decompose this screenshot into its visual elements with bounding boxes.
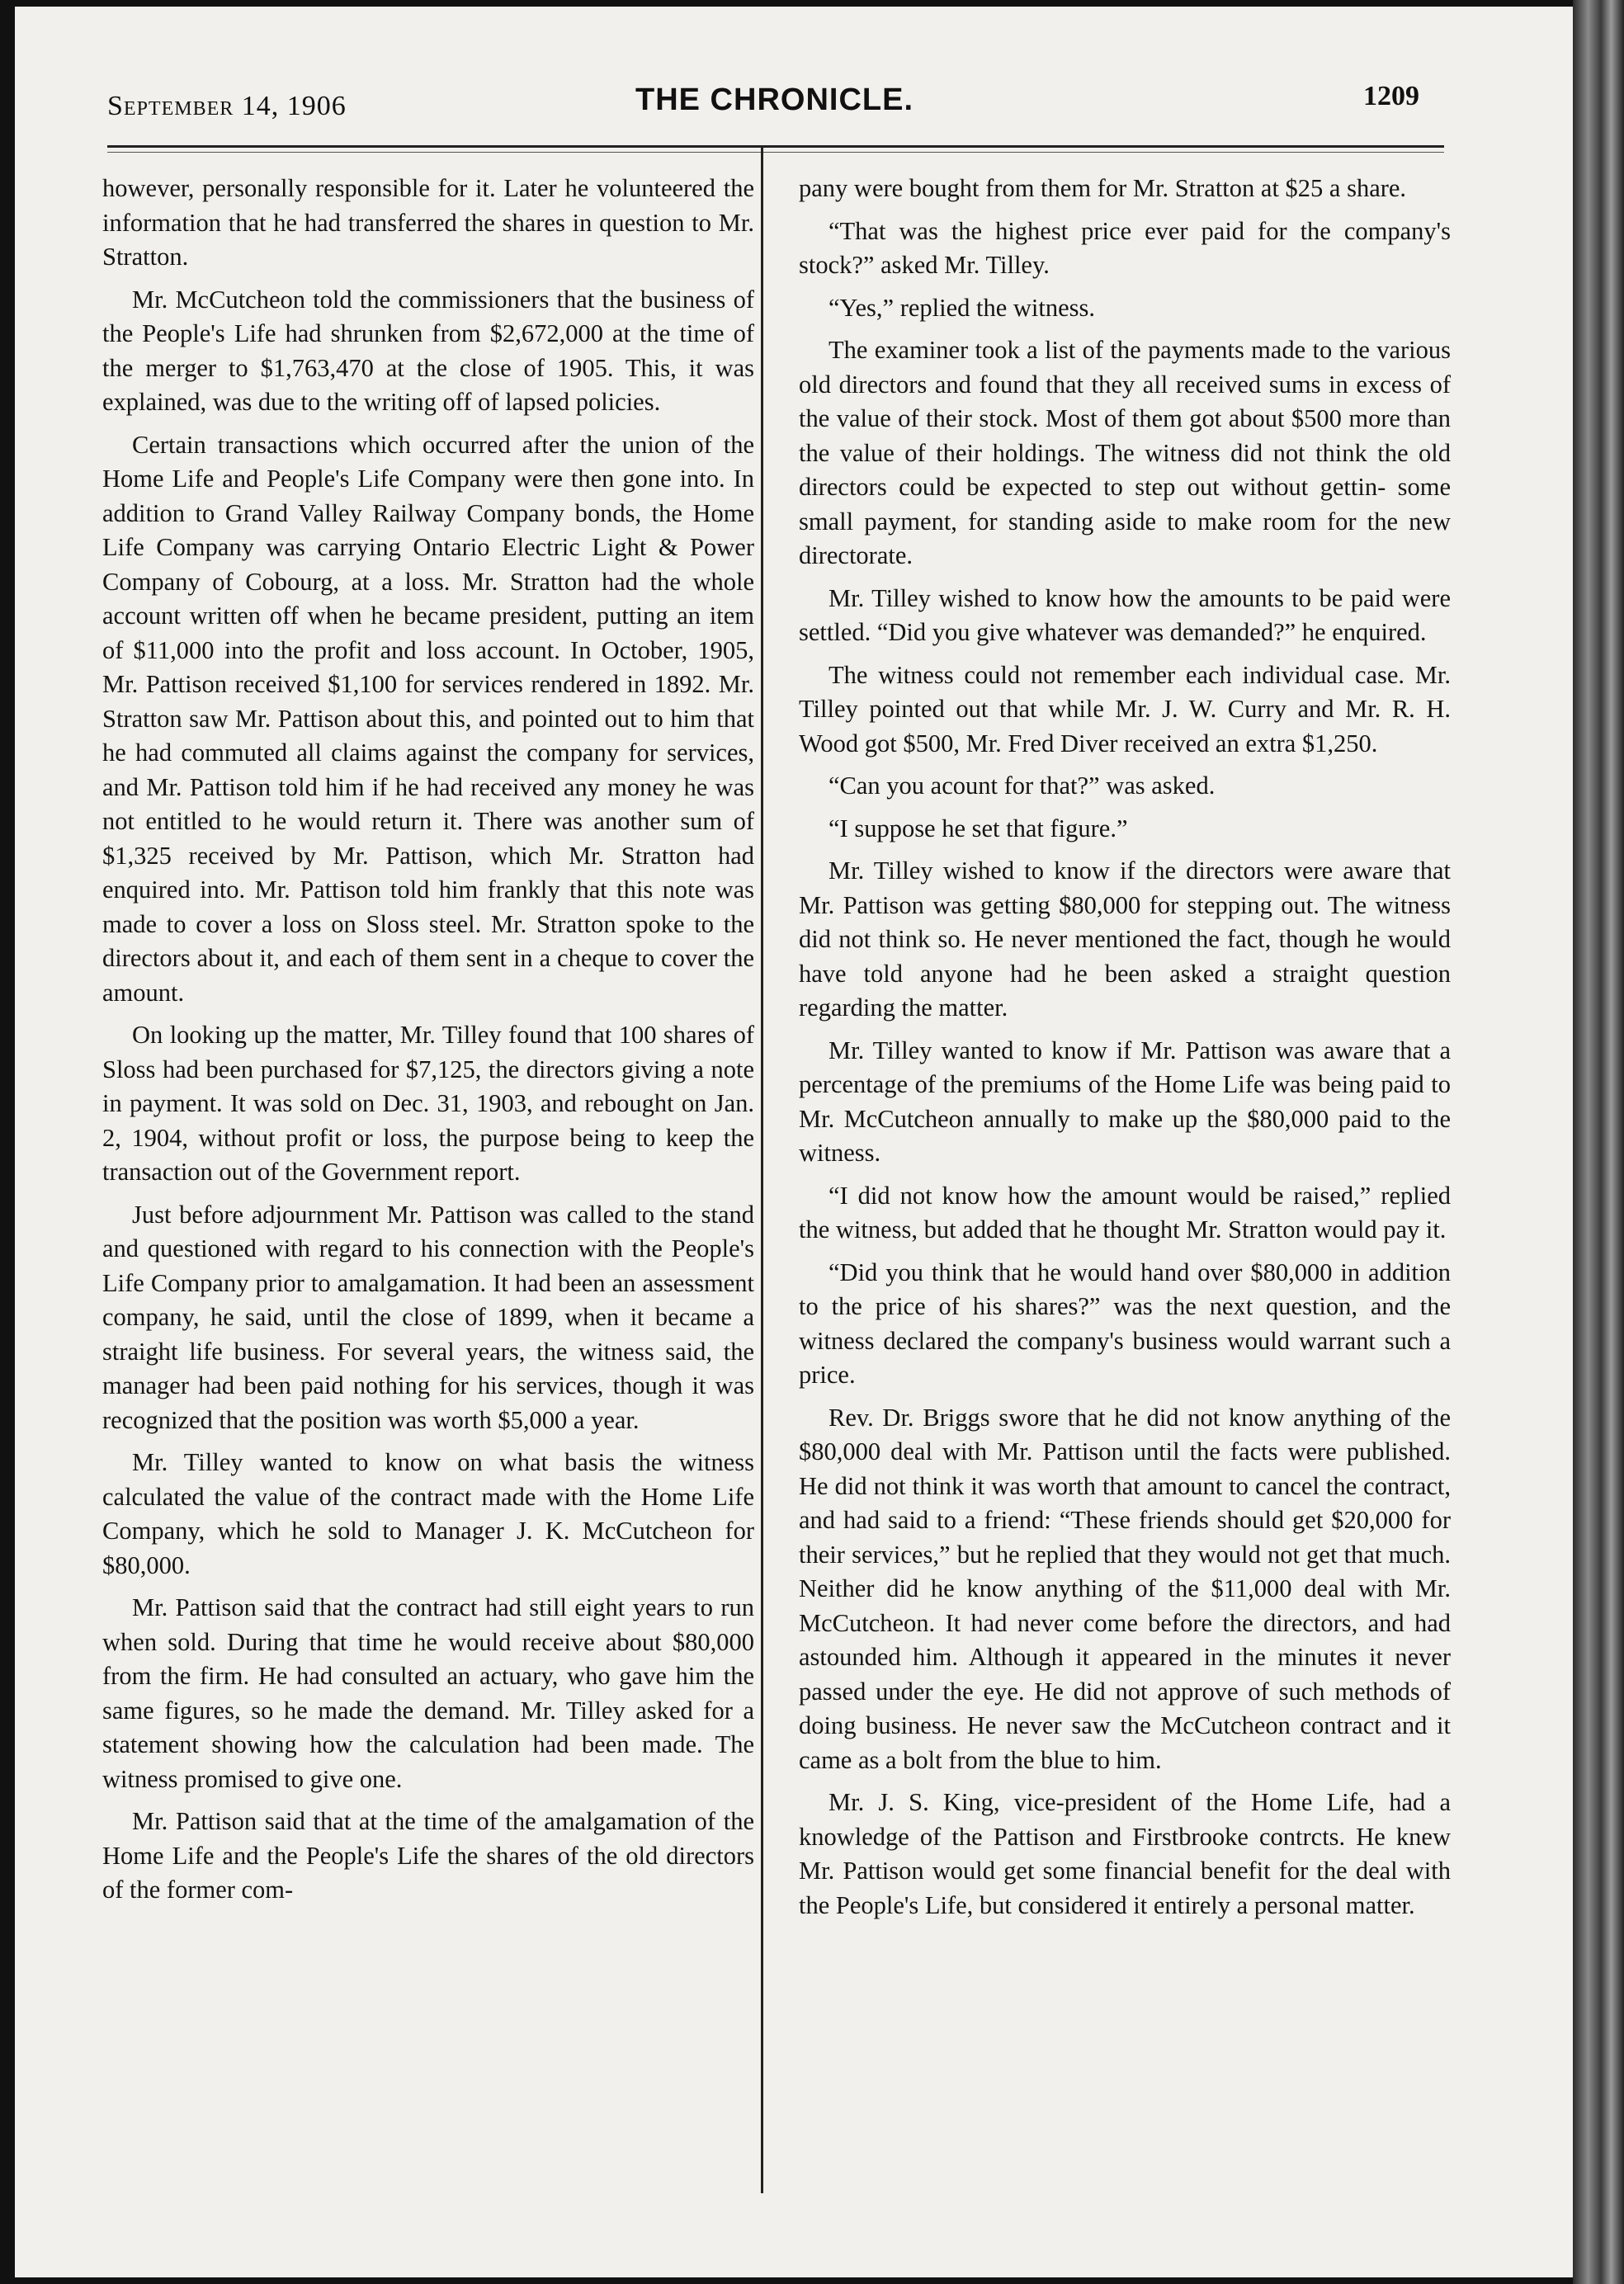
paragraph: “I did not know how the amount would be raised,” replied the witness, but added that he thought Mr. Stratton would pay it. xyxy=(799,1181,1451,1243)
paragraph: “Can you acount for that?” was asked. xyxy=(829,772,1216,800)
paragraph: “Did you think that he would hand over $80,000 in addition to the price of his shares?” was the next question, and the witness declared the company's business would warrant such a price. xyxy=(799,1258,1451,1389)
masthead xyxy=(91,81,1444,130)
paragraph: Mr. Tilley wished to know if the directors were aware that Mr. Pattison was getting $80,000 for stepping out. The witness did not think so. He never mentioned the fact, though he would have told anyone had he been asked a straight question regarding the matter. xyxy=(799,856,1451,1022)
page-number: 1209 xyxy=(1363,81,1419,111)
paragraph: Just before adjournment Mr. Pattison was called to the stand and questioned with regard to his connection with the People's Life Company prior to amalgamation. It had been an assessment company, he said, until the close of 1899, when it became a straight life business. For several years, the witness said, the manager had been paid nothing for his services, though it was recognized that the position was worth $5,000 a year. xyxy=(102,1200,754,1434)
paragraph: Mr. Tilley wanted to know if Mr. Pattison was aware that a percentage of the premiums of the Home Life was being paid to Mr. McCutcheon annually to make up the $80,000 paid to the witness. xyxy=(799,1036,1451,1167)
header-rule-thin xyxy=(107,152,1444,153)
newspaper-page xyxy=(15,7,1573,2277)
paragraph: Mr. Tilley wished to know how the amounts to be paid were settled. “Did you give whatever was demanded?” he enquired. xyxy=(799,583,1451,646)
paragraph: Mr. Pattison said that the contract had still eight years to run when sold. During that time he would receive about $80,000 from the firm. He had consulted an actuary, who gave him the same figures, so he made the demand. Mr. Tilley asked for a statement showing how the calculation had been made. The witness promised to give one. xyxy=(102,1593,754,1793)
paragraph: pany were bought from them for Mr. Stratton at $25 a share. xyxy=(799,174,1407,202)
left-column xyxy=(102,172,754,1916)
paragraph: Mr. Pattison said that at the time of the amalgamation of the Home Life and the People's Life the shares of the old directors of the former com- xyxy=(102,1807,754,1904)
paragraph: Certain transactions which occurred after the union of the Home Life and People's Life Company were then gone into. In addition to Grand Valley Railway Company bonds, the Home Life Company was carrying Ontario Electric Light & Power Company of Cobourg, at a loss. Mr. Stratton had the whole account written off when he became president, putting an item of $11,000 into the profit and loss account. In October, 1905, Mr. Pattison received $1,100 for services rendered in 1892. Mr. Stratton saw Mr. Pattison about this, and pointed out to him that he had commuted all claims against the company for services, and Mr. Pattison told him if he had received any money he was not entitled to he would return it. There was another sum of $1,325 received by Mr. Pattison, which Mr. Stratton had enquired into. Mr. Pattison told him frankly that this note was made to cover a loss on Sloss steel. Mr. Stratton spoke to the directors about it, and each of them sent in a cheque to cover the amount. xyxy=(102,430,754,1007)
binding-edge xyxy=(1573,0,1624,2284)
issue-date: September 14, 1906 xyxy=(107,91,347,121)
right-column xyxy=(799,172,1451,1931)
paragraph: Mr. Tilley wanted to know on what basis the witness calculated the value of the contract made with the Home Life Company, which he sold to Manager J. K. McCutcheon for $80,000. xyxy=(102,1448,754,1579)
paragraph: The examiner took a list of the payments made to the various old directors and found that they all received sums in excess of the value of their stock. Most of them got about $500 more than the value of their holdings. The witness did not think the old directors could be expected to step out without gettin- some small payment, for standing aside to make room for the new directorate. xyxy=(799,336,1451,569)
paragraph: The witness could not remember each individual case. Mr. Tilley pointed out that while Mr. J. W. Curry and Mr. R. H. Wood got $500, Mr. Fred Diver received an extra $1,250. xyxy=(799,660,1451,757)
paragraph: Mr. J. S. King, vice-president of the Home Life, had a knowledge of the Pattison and Firstbrooke contrcts. He knew Mr. Pattison would get some financial benefit for the deal with the People's Life, but considered it entirely a personal matter. xyxy=(799,1788,1451,1919)
paragraph: however, personally responsible for it. Later he volunteered the information that he had transferred the shares in question to Mr. Stratton. xyxy=(102,174,754,271)
header-rule xyxy=(107,145,1444,148)
paragraph: Rev. Dr. Briggs swore that he did not know anything of the $80,000 deal with Mr. Pattison until the facts were published. He did not think it was worth that amount to cancel the contract, and had said to a friend: “These friends should get $20,000 for their services,” but he replied that they would not get that much. Neither did he know anything of the $11,000 deal with Mr. McCutcheon. It had never come before the directors, and had astounded him. Although it appeared in the minutes it never passed under the eye. He did not approve of such methods of doing business. He never saw the McCutcheon contract and it came as a bolt from the blue to him. xyxy=(799,1403,1451,1774)
column-divider xyxy=(761,147,763,2193)
paragraph: “I suppose he set that figure.” xyxy=(829,814,1128,842)
paragraph: “Yes,” replied the witness. xyxy=(829,293,1096,322)
paragraph: On looking up the matter, Mr. Tilley found that 100 shares of Sloss had been purchased for $7,125, the directors giving a note in payment. It was sold on Dec. 31, 1903, and rebought on Jan. 2, 1904, without profit or loss, the purpose being to keep the transaction out of the Government report. xyxy=(102,1021,754,1186)
paragraph: Mr. McCutcheon told the commissioners that the business of the People's Life had shrunken from $2,672,000 at the time of the merger to $1,763,470 at the close of 1905. This, it was explained, was due to the writing off of lapsed policies. xyxy=(102,285,754,416)
paragraph: “That was the highest price ever paid for the company's stock?” asked Mr. Tilley. xyxy=(799,216,1451,279)
publication-title: THE CHRONICLE. xyxy=(635,83,914,117)
